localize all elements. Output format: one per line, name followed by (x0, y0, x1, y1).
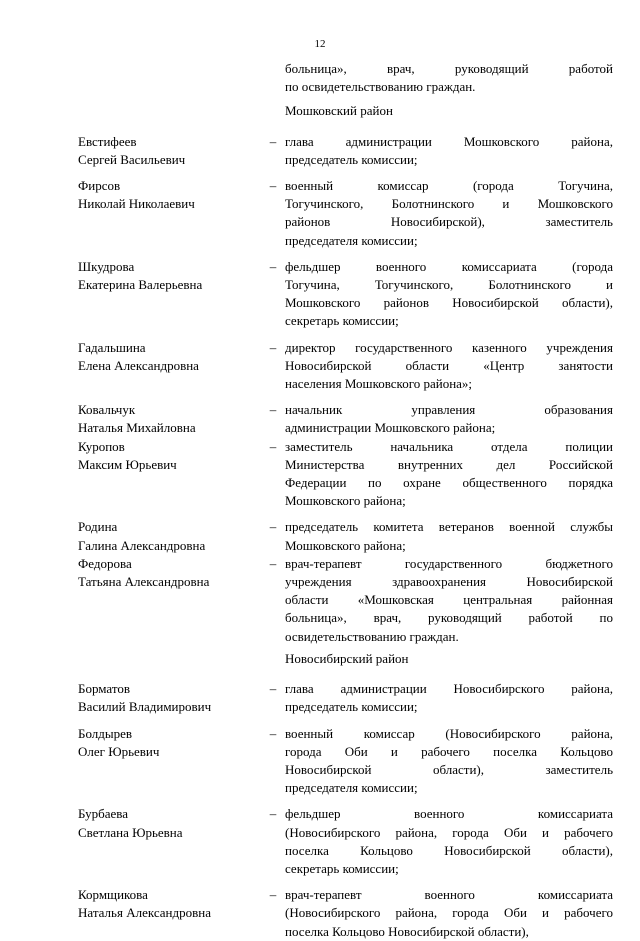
member-name (78, 555, 261, 646)
role-line: Мошковского района; (285, 493, 406, 509)
member-surname: Родина (78, 519, 118, 535)
role-line: области «Мошковская центральная районная (285, 592, 613, 608)
entry-dash: – (269, 133, 277, 149)
member-name (78, 401, 261, 437)
role-line: освидетельствованию граждан. (285, 628, 459, 644)
member-role (285, 886, 613, 941)
member-surname: Евстифеев (78, 133, 137, 149)
role-line: Федерации по охране общественного порядка (285, 475, 613, 491)
entry-dash: – (269, 339, 277, 355)
member-entry (78, 886, 613, 941)
document-content (78, 60, 613, 941)
district-heading-novosibirsky: Новосибирский район (285, 650, 409, 666)
member-given-names: Наталья Александровна (78, 905, 211, 921)
member-role (285, 258, 613, 331)
entry-dash: – (269, 402, 277, 418)
member-name (78, 680, 261, 716)
role-line: Мошковского районов Новосибирской области), (285, 295, 613, 311)
role-line: города Оби и рабочего поселка Кольцово (285, 743, 613, 759)
continuation-line: по освидетельствованию граждан. (285, 79, 476, 95)
member-surname: Фирсов (78, 178, 121, 194)
member-given-names: Татьяна Александровна (78, 574, 210, 590)
member-surname: Бурбаева (78, 806, 129, 822)
member-entry (78, 339, 613, 394)
role-line: фельдшер военного комиссариата (285, 806, 613, 822)
member-name (78, 177, 261, 250)
entry-gap (78, 393, 613, 401)
member-role (285, 555, 613, 646)
member-entry (78, 258, 613, 331)
member-given-names: Екатерина Валерьевна (78, 277, 203, 293)
member-role (285, 805, 613, 878)
member-entry (78, 133, 613, 169)
entry-dash: – (269, 887, 277, 903)
member-role (285, 133, 613, 169)
role-line: председатель комиссии; (285, 151, 418, 167)
role-line: администрации Мошковского района; (285, 420, 496, 436)
member-given-names: Сергей Васильевич (78, 151, 186, 167)
entry-gap (78, 878, 613, 886)
role-line: секретарь комиссии; (285, 860, 399, 876)
member-name (78, 725, 261, 798)
member-entry (78, 177, 613, 250)
page-number: 12 (314, 38, 326, 50)
entry-gap (78, 331, 613, 339)
member-entry (78, 680, 613, 716)
role-line: начальник управления образования (285, 402, 613, 418)
entry-gap (78, 797, 613, 805)
member-surname: Ковальчук (78, 402, 136, 418)
member-role (285, 401, 613, 437)
role-line: Новосибирской области «Центр занятости (285, 357, 613, 373)
role-line: поселка Кольцово Новосибирской области), (285, 842, 613, 858)
member-surname: Кормщикова (78, 887, 148, 903)
novosibirsky-member-list (78, 680, 613, 941)
role-line: поселка Кольцово Новосибирской области), (285, 923, 529, 939)
role-line: (Новосибирского района, города Оби и рабочего (285, 824, 613, 840)
member-given-names: Максим Юрьевич (78, 456, 177, 472)
role-line: Тогучина, Тогучинского, Болотнинского и (285, 277, 613, 293)
role-line: врач-терапевт военного комиссариата (285, 887, 613, 903)
member-name (78, 518, 261, 554)
member-name (78, 258, 261, 331)
role-line: председатель комиссии; (285, 699, 418, 715)
member-name (78, 339, 261, 394)
moshkovsky-member-list (78, 133, 613, 646)
role-line: больница», врач, руководящий работой по (285, 610, 613, 626)
district-heading-moshkovsky: Мошковский район (285, 103, 393, 119)
member-role (285, 177, 613, 250)
member-given-names: Николай Николаевич (78, 196, 195, 212)
member-given-names: Галина Александровна (78, 537, 206, 553)
entry-dash: – (269, 806, 277, 822)
role-line: (Новосибирского района, города Оби и рабочего (285, 905, 613, 921)
role-line: Тогучинского, Болотнинского и Мошковского (285, 196, 613, 212)
member-entry (78, 438, 613, 511)
entry-dash: – (269, 438, 277, 454)
entry-gap (78, 510, 613, 518)
member-surname: Куропов (78, 438, 125, 454)
role-line: военный комиссар (города Тогучина, (285, 178, 613, 194)
member-name (78, 438, 261, 511)
role-line: Министерства внутренних дел Российской (285, 456, 613, 472)
member-given-names: Олег Юрьевич (78, 743, 160, 759)
member-surname: Борматов (78, 681, 130, 697)
member-surname: Шкудрова (78, 258, 135, 274)
role-line: председателя комиссии; (285, 780, 418, 796)
member-surname: Болдырев (78, 725, 133, 741)
entry-dash: – (269, 178, 277, 194)
member-name (78, 133, 261, 169)
member-name (78, 805, 261, 878)
role-line: Новосибирской области), заместитель (285, 761, 613, 777)
member-entry (78, 401, 613, 437)
entry-dash: – (269, 519, 277, 535)
member-entry (78, 518, 613, 554)
member-role (285, 518, 613, 554)
role-line: секретарь комиссии; (285, 313, 399, 329)
role-line: Мошковского района; (285, 537, 406, 553)
role-line: глава администрации Новосибирского района, (285, 681, 613, 697)
entry-gap (78, 250, 613, 258)
member-role (285, 680, 613, 716)
entry-dash: – (269, 555, 277, 571)
role-line: населения Мошковского района»; (285, 376, 473, 392)
member-role (285, 438, 613, 511)
member-entry (78, 555, 613, 646)
role-line: врач-терапевт государственного бюджетного (285, 555, 613, 571)
member-given-names: Светлана Юрьевна (78, 824, 183, 840)
role-line: заместитель начальника отдела полиции (285, 438, 613, 454)
member-entry (78, 725, 613, 798)
role-line: председателя комиссии; (285, 232, 418, 248)
role-line: фельдшер военного комиссариата (города (285, 258, 613, 274)
entry-gap (78, 169, 613, 177)
member-given-names: Наталья Михайловна (78, 420, 196, 436)
entry-dash: – (269, 725, 277, 741)
entry-dash: – (269, 258, 277, 274)
role-line: глава администрации Мошковского района, (285, 133, 613, 149)
role-line: районов Новосибирской), заместитель (285, 214, 613, 230)
entry-dash: – (269, 681, 277, 697)
member-entry (78, 805, 613, 878)
member-role (285, 725, 613, 798)
member-given-names: Василий Владимирович (78, 699, 212, 715)
role-line: председатель комитета ветеранов военной службы (285, 519, 613, 535)
entry-gap (78, 717, 613, 725)
continuation-text (285, 60, 613, 96)
member-role (285, 339, 613, 394)
member-given-names: Елена Александровна (78, 357, 199, 373)
member-surname: Гадальшина (78, 339, 146, 355)
member-surname: Федорова (78, 555, 132, 571)
member-name (78, 886, 261, 941)
role-line: военный комиссар (Новосибирского района, (285, 725, 613, 741)
continuation-line: больница», врач, руководящий работой (285, 61, 613, 76)
role-line: учреждения здравоохранения Новосибирской (285, 574, 613, 590)
role-line: директор государственного казенного учреждения (285, 339, 613, 355)
